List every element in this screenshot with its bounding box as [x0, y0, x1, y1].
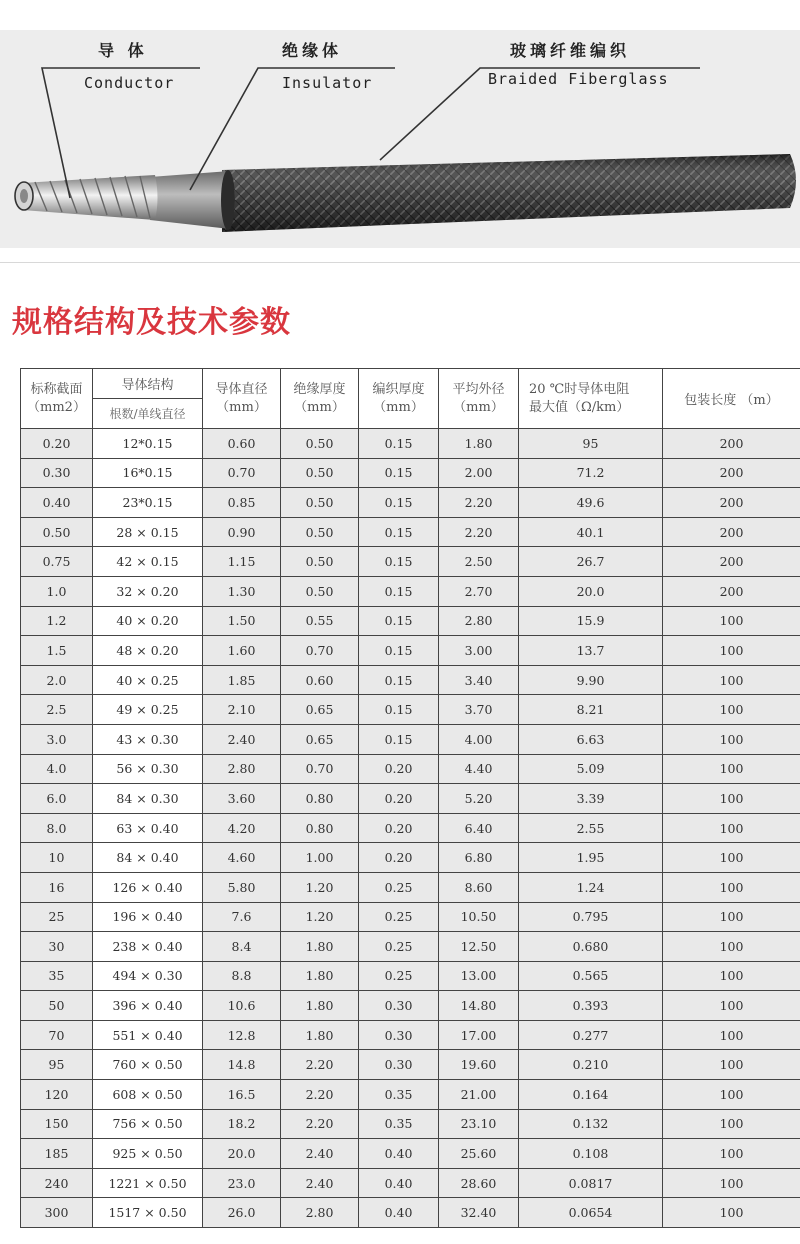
cell-structure: 40 × 0.20 — [93, 606, 203, 636]
table-row — [21, 606, 800, 636]
cell-structure: 238 × 0.40 — [93, 932, 203, 962]
cell-length: 100 — [663, 784, 800, 814]
cell-resistance: 40.1 — [519, 517, 663, 547]
cell-outer-dia: 2.50 — [439, 547, 519, 577]
cell-insulation: 2.40 — [281, 1139, 359, 1169]
cell-length: 200 — [663, 488, 800, 518]
cell-outer-dia: 3.00 — [439, 636, 519, 666]
header-insulation — [281, 369, 359, 429]
cell-structure: 84 × 0.30 — [93, 784, 203, 814]
cell-conductor-dia: 1.85 — [203, 665, 281, 695]
cell-conductor-dia: 1.50 — [203, 606, 281, 636]
cell-braid: 0.30 — [359, 1020, 439, 1050]
cell-structure: 40 × 0.25 — [93, 665, 203, 695]
cell-cross-section: 185 — [21, 1139, 93, 1169]
cell-resistance: 0.108 — [519, 1139, 663, 1169]
cell-insulation: 0.50 — [281, 429, 359, 459]
cell-structure: 196 × 0.40 — [93, 902, 203, 932]
cell-structure: 56 × 0.30 — [93, 754, 203, 784]
cell-insulation: 0.60 — [281, 665, 359, 695]
cell-outer-dia: 4.00 — [439, 724, 519, 754]
cell-braid: 0.20 — [359, 784, 439, 814]
cell-length: 100 — [663, 1198, 800, 1228]
conductor-label-en: Conductor — [84, 74, 175, 92]
header-cross-section-unit: （mm2） — [27, 399, 86, 415]
cell-braid: 0.40 — [359, 1198, 439, 1228]
cell-structure: 756 × 0.50 — [93, 1109, 203, 1139]
cell-cross-section: 150 — [21, 1109, 93, 1139]
header-outer-dia — [439, 369, 519, 429]
cell-braid: 0.15 — [359, 547, 439, 577]
cable-illustration — [0, 30, 800, 248]
cell-conductor-dia: 10.6 — [203, 991, 281, 1021]
cell-braid: 0.15 — [359, 517, 439, 547]
cable-diagram — [0, 30, 800, 248]
cell-outer-dia: 3.40 — [439, 665, 519, 695]
table-row — [21, 784, 800, 814]
table-row — [21, 547, 800, 577]
table-row — [21, 695, 800, 725]
header-braid — [359, 369, 439, 429]
cell-conductor-dia: 20.0 — [203, 1139, 281, 1169]
cell-outer-dia: 12.50 — [439, 932, 519, 962]
cell-structure: 608 × 0.50 — [93, 1080, 203, 1110]
cell-resistance: 71.2 — [519, 458, 663, 488]
cell-conductor-dia: 26.0 — [203, 1198, 281, 1228]
cell-resistance: 0.210 — [519, 1050, 663, 1080]
cell-insulation: 2.20 — [281, 1050, 359, 1080]
cell-cross-section: 8.0 — [21, 813, 93, 843]
cell-braid: 0.40 — [359, 1168, 439, 1198]
cell-insulation: 0.50 — [281, 547, 359, 577]
cell-outer-dia: 10.50 — [439, 902, 519, 932]
cell-braid: 0.15 — [359, 606, 439, 636]
cell-resistance: 0.680 — [519, 932, 663, 962]
cell-cross-section: 16 — [21, 872, 93, 902]
cell-braid: 0.30 — [359, 991, 439, 1021]
cell-resistance: 0.393 — [519, 991, 663, 1021]
cell-braid: 0.15 — [359, 429, 439, 459]
cell-structure: 396 × 0.40 — [93, 991, 203, 1021]
insulator-label-en: Insulator — [282, 74, 373, 92]
cell-length: 200 — [663, 458, 800, 488]
cell-structure: 84 × 0.40 — [93, 843, 203, 873]
braid-label-cn: 玻璃纤维编织 — [510, 41, 631, 60]
table-row — [21, 902, 800, 932]
cell-length: 100 — [663, 961, 800, 991]
cell-resistance: 5.09 — [519, 754, 663, 784]
cell-length: 100 — [663, 754, 800, 784]
table-row — [21, 458, 800, 488]
cell-conductor-dia: 2.40 — [203, 724, 281, 754]
cell-resistance: 15.9 — [519, 606, 663, 636]
cell-resistance: 1.24 — [519, 872, 663, 902]
cell-length: 100 — [663, 636, 800, 666]
cell-structure: 48 × 0.20 — [93, 636, 203, 666]
header-cross-section — [21, 369, 93, 429]
cell-conductor-dia: 12.8 — [203, 1020, 281, 1050]
header-conductor-dia-label: 导体直径 — [215, 381, 268, 397]
header-structure-sub: 根数/单线直径 — [93, 399, 203, 429]
cell-structure: 1517 × 0.50 — [93, 1198, 203, 1228]
cell-length: 100 — [663, 813, 800, 843]
cell-conductor-dia: 0.90 — [203, 517, 281, 547]
table-row — [21, 429, 800, 459]
cell-structure: 16*0.15 — [93, 458, 203, 488]
cell-conductor-dia: 0.85 — [203, 488, 281, 518]
cell-cross-section: 35 — [21, 961, 93, 991]
cell-cross-section: 2.5 — [21, 695, 93, 725]
cell-structure: 23*0.15 — [93, 488, 203, 518]
cell-cross-section: 25 — [21, 902, 93, 932]
cell-conductor-dia: 0.60 — [203, 429, 281, 459]
cell-length: 200 — [663, 517, 800, 547]
cell-outer-dia: 17.00 — [439, 1020, 519, 1050]
cell-insulation: 2.40 — [281, 1168, 359, 1198]
cell-structure: 1221 × 0.50 — [93, 1168, 203, 1198]
cell-outer-dia: 25.60 — [439, 1139, 519, 1169]
table-row — [21, 872, 800, 902]
table-row — [21, 1139, 800, 1169]
cell-outer-dia: 32.40 — [439, 1198, 519, 1228]
cell-resistance: 20.0 — [519, 576, 663, 606]
cell-insulation: 1.80 — [281, 1020, 359, 1050]
table-row — [21, 813, 800, 843]
cell-outer-dia: 19.60 — [439, 1050, 519, 1080]
table-row — [21, 1109, 800, 1139]
cell-length: 100 — [663, 665, 800, 695]
table-row — [21, 932, 800, 962]
cell-length: 100 — [663, 843, 800, 873]
header-resistance — [519, 369, 663, 429]
cell-resistance: 0.277 — [519, 1020, 663, 1050]
cell-outer-dia: 2.80 — [439, 606, 519, 636]
cell-resistance: 6.63 — [519, 724, 663, 754]
cell-cross-section: 70 — [21, 1020, 93, 1050]
cell-resistance: 0.164 — [519, 1080, 663, 1110]
cell-resistance: 95 — [519, 429, 663, 459]
cell-braid: 0.35 — [359, 1109, 439, 1139]
cell-cross-section: 0.40 — [21, 488, 93, 518]
header-outer-dia-label: 平均外径 — [452, 381, 505, 397]
table-row — [21, 754, 800, 784]
table-row — [21, 576, 800, 606]
cell-outer-dia: 4.40 — [439, 754, 519, 784]
cell-outer-dia: 2.20 — [439, 517, 519, 547]
cell-braid: 0.15 — [359, 458, 439, 488]
cell-braid: 0.15 — [359, 665, 439, 695]
cell-structure: 28 × 0.15 — [93, 517, 203, 547]
cell-outer-dia: 6.40 — [439, 813, 519, 843]
cell-resistance: 2.55 — [519, 813, 663, 843]
cell-braid: 0.25 — [359, 961, 439, 991]
cell-length: 200 — [663, 547, 800, 577]
cell-cross-section: 0.75 — [21, 547, 93, 577]
cell-outer-dia: 14.80 — [439, 991, 519, 1021]
table-row — [21, 724, 800, 754]
divider — [0, 262, 800, 263]
cell-cross-section: 240 — [21, 1168, 93, 1198]
cell-insulation: 0.50 — [281, 488, 359, 518]
cell-insulation: 0.70 — [281, 754, 359, 784]
cell-insulation: 1.80 — [281, 932, 359, 962]
table-row — [21, 1080, 800, 1110]
cell-braid: 0.25 — [359, 902, 439, 932]
cell-resistance: 0.132 — [519, 1109, 663, 1139]
cell-outer-dia: 2.20 — [439, 488, 519, 518]
cell-length: 100 — [663, 872, 800, 902]
header-length: 包装长度 （m） — [663, 369, 800, 429]
table-row — [21, 991, 800, 1021]
cell-structure: 12*0.15 — [93, 429, 203, 459]
cell-conductor-dia: 1.60 — [203, 636, 281, 666]
cell-insulation: 0.70 — [281, 636, 359, 666]
cell-conductor-dia: 23.0 — [203, 1168, 281, 1198]
cell-cross-section: 2.0 — [21, 665, 93, 695]
cell-length: 100 — [663, 724, 800, 754]
table-row — [21, 1198, 800, 1228]
cell-braid: 0.20 — [359, 813, 439, 843]
cell-length: 100 — [663, 1050, 800, 1080]
insulator-label-cn: 绝缘体 — [282, 41, 343, 60]
cell-outer-dia: 2.00 — [439, 458, 519, 488]
cell-length: 100 — [663, 1080, 800, 1110]
cell-insulation: 0.65 — [281, 695, 359, 725]
cell-resistance: 8.21 — [519, 695, 663, 725]
cell-resistance: 0.0654 — [519, 1198, 663, 1228]
header-resistance-sub: 最大值（Ω/km） — [529, 399, 630, 415]
cell-structure: 42 × 0.15 — [93, 547, 203, 577]
table-row — [21, 488, 800, 518]
cell-conductor-dia: 1.15 — [203, 547, 281, 577]
header-conductor-dia — [203, 369, 281, 429]
cell-insulation: 0.80 — [281, 813, 359, 843]
cell-structure: 551 × 0.40 — [93, 1020, 203, 1050]
cell-conductor-dia: 8.8 — [203, 961, 281, 991]
cell-length: 100 — [663, 1139, 800, 1169]
header-braid-label: 编织厚度 — [372, 381, 425, 397]
header-cross-section-label: 标称截面 — [30, 381, 83, 397]
cell-length: 100 — [663, 695, 800, 725]
cell-resistance: 9.90 — [519, 665, 663, 695]
cell-cross-section: 3.0 — [21, 724, 93, 754]
cell-conductor-dia: 4.20 — [203, 813, 281, 843]
table-row — [21, 636, 800, 666]
cell-cross-section: 95 — [21, 1050, 93, 1080]
cell-length: 100 — [663, 1109, 800, 1139]
cell-cross-section: 0.20 — [21, 429, 93, 459]
cell-length: 200 — [663, 429, 800, 459]
cell-braid: 0.15 — [359, 488, 439, 518]
cell-conductor-dia: 2.10 — [203, 695, 281, 725]
cell-braid: 0.30 — [359, 1050, 439, 1080]
cell-conductor-dia: 4.60 — [203, 843, 281, 873]
cell-insulation: 1.80 — [281, 991, 359, 1021]
cell-outer-dia: 28.60 — [439, 1168, 519, 1198]
cell-resistance: 49.6 — [519, 488, 663, 518]
cell-resistance: 0.0817 — [519, 1168, 663, 1198]
cell-length: 100 — [663, 606, 800, 636]
header-braid-unit: （mm） — [373, 399, 424, 415]
table-row — [21, 665, 800, 695]
table-row — [21, 1020, 800, 1050]
cell-outer-dia: 3.70 — [439, 695, 519, 725]
cell-braid: 0.25 — [359, 872, 439, 902]
cell-braid: 0.25 — [359, 932, 439, 962]
cell-conductor-dia: 16.5 — [203, 1080, 281, 1110]
header-insulation-unit: （mm） — [294, 399, 345, 415]
cell-resistance: 1.95 — [519, 843, 663, 873]
conductor-strands — [22, 175, 158, 220]
braid-label-en: Braided Fiberglass — [488, 70, 669, 88]
cell-conductor-dia: 8.4 — [203, 932, 281, 962]
cell-structure: 43 × 0.30 — [93, 724, 203, 754]
table-row — [21, 843, 800, 873]
cell-length: 100 — [663, 932, 800, 962]
cell-insulation: 1.80 — [281, 961, 359, 991]
cell-insulation: 2.80 — [281, 1198, 359, 1228]
cell-insulation: 1.20 — [281, 902, 359, 932]
cell-conductor-dia: 3.60 — [203, 784, 281, 814]
cell-insulation: 2.20 — [281, 1080, 359, 1110]
cell-length: 100 — [663, 1020, 800, 1050]
cell-structure: 63 × 0.40 — [93, 813, 203, 843]
cell-structure: 760 × 0.50 — [93, 1050, 203, 1080]
cell-outer-dia: 6.80 — [439, 843, 519, 873]
cell-resistance: 0.565 — [519, 961, 663, 991]
cell-insulation: 0.80 — [281, 784, 359, 814]
cell-cross-section: 10 — [21, 843, 93, 873]
cell-structure: 925 × 0.50 — [93, 1139, 203, 1169]
cell-resistance: 13.7 — [519, 636, 663, 666]
cell-braid: 0.15 — [359, 695, 439, 725]
table-row — [21, 961, 800, 991]
cell-cross-section: 1.0 — [21, 576, 93, 606]
cell-insulation: 0.55 — [281, 606, 359, 636]
cell-length: 100 — [663, 1168, 800, 1198]
cell-insulation: 0.50 — [281, 458, 359, 488]
cell-length: 200 — [663, 576, 800, 606]
cell-resistance: 26.7 — [519, 547, 663, 577]
cell-conductor-dia: 2.80 — [203, 754, 281, 784]
cell-cross-section: 1.2 — [21, 606, 93, 636]
cell-insulation: 0.50 — [281, 576, 359, 606]
cell-braid: 0.20 — [359, 754, 439, 784]
cell-outer-dia: 5.20 — [439, 784, 519, 814]
cell-conductor-dia: 1.30 — [203, 576, 281, 606]
header-conductor-dia-unit: （mm） — [216, 399, 267, 415]
table-row — [21, 517, 800, 547]
table-header — [21, 369, 800, 429]
table-body — [21, 429, 800, 1228]
cell-braid: 0.15 — [359, 576, 439, 606]
cell-conductor-dia: 5.80 — [203, 872, 281, 902]
cell-outer-dia: 2.70 — [439, 576, 519, 606]
cell-length: 100 — [663, 991, 800, 1021]
cell-outer-dia: 23.10 — [439, 1109, 519, 1139]
cell-structure: 49 × 0.25 — [93, 695, 203, 725]
header-insulation-label: 绝缘厚度 — [293, 381, 346, 397]
cell-insulation: 1.00 — [281, 843, 359, 873]
cell-resistance: 3.39 — [519, 784, 663, 814]
cell-structure: 494 × 0.30 — [93, 961, 203, 991]
header-resistance-label: 20 ℃时导体电阻 — [529, 381, 630, 397]
spec-table — [20, 368, 800, 1228]
conductor-label-cn: 导 体 — [98, 41, 148, 60]
cell-length: 100 — [663, 902, 800, 932]
cell-braid: 0.15 — [359, 724, 439, 754]
cell-braid: 0.20 — [359, 843, 439, 873]
table-row — [21, 1050, 800, 1080]
cell-insulation: 1.20 — [281, 872, 359, 902]
cell-cross-section: 0.30 — [21, 458, 93, 488]
section-title: 规格结构及技术参数 — [12, 305, 291, 340]
cell-structure: 126 × 0.40 — [93, 872, 203, 902]
cell-conductor-dia: 7.6 — [203, 902, 281, 932]
cell-outer-dia: 1.80 — [439, 429, 519, 459]
header-outer-dia-unit: （mm） — [453, 399, 504, 415]
cell-cross-section: 0.50 — [21, 517, 93, 547]
cell-cross-section: 50 — [21, 991, 93, 1021]
cell-structure: 32 × 0.20 — [93, 576, 203, 606]
cell-insulation: 2.20 — [281, 1109, 359, 1139]
table-row — [21, 1168, 800, 1198]
cell-braid: 0.15 — [359, 636, 439, 666]
cell-outer-dia: 21.00 — [439, 1080, 519, 1110]
cell-cross-section: 4.0 — [21, 754, 93, 784]
cell-outer-dia: 13.00 — [439, 961, 519, 991]
cell-cross-section: 120 — [21, 1080, 93, 1110]
header-structure: 导体结构 — [93, 369, 203, 399]
cell-braid: 0.40 — [359, 1139, 439, 1169]
cell-conductor-dia: 18.2 — [203, 1109, 281, 1139]
cell-cross-section: 300 — [21, 1198, 93, 1228]
cell-cross-section: 1.5 — [21, 636, 93, 666]
cell-outer-dia: 8.60 — [439, 872, 519, 902]
cell-insulation: 0.65 — [281, 724, 359, 754]
cell-cross-section: 30 — [21, 932, 93, 962]
cell-insulation: 0.50 — [281, 517, 359, 547]
cell-conductor-dia: 0.70 — [203, 458, 281, 488]
cell-resistance: 0.795 — [519, 902, 663, 932]
cell-braid: 0.35 — [359, 1080, 439, 1110]
cell-conductor-dia: 14.8 — [203, 1050, 281, 1080]
cell-cross-section: 6.0 — [21, 784, 93, 814]
